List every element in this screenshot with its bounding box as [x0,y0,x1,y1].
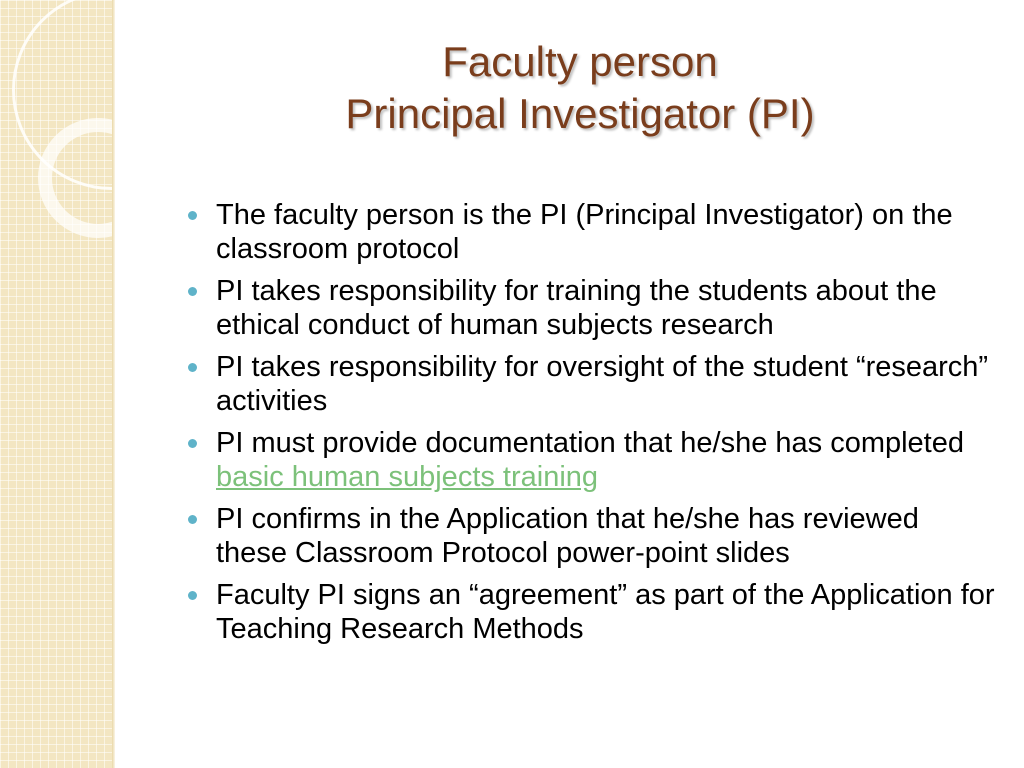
bullet-marker-icon [188,287,197,296]
bullet-item [186,502,996,570]
bullet-text: The faculty person is the PI (Principal Investigator) on the classroom protocol [216,199,953,265]
bullet-list [186,198,996,654]
title-line-2: Principal Investigator (PI) [345,90,815,137]
bullet-item [186,274,996,342]
bullet-text: PI takes responsibility for oversight of the student “research” activities [216,351,989,417]
bullet-text: Faculty PI signs an “agreement” as part of the Application for Teaching Research Methods [216,579,995,645]
bullet-item [186,350,996,418]
bullet-marker-icon [188,591,197,600]
bullet-marker-icon [188,211,197,220]
training-link[interactable]: basic human subjects training [216,461,599,493]
bullet-item [186,426,996,494]
title-line-1: Faculty person [442,38,718,85]
bullet-item [186,198,996,266]
side-strip-edge [112,0,115,768]
decorative-circles [0,0,115,768]
bullet-text: PI must provide documentation that he/she has completed [216,427,964,459]
bullet-marker-icon [188,515,197,524]
slide-title [180,36,980,140]
bullet-item [186,578,996,646]
bullet-marker-icon [188,363,197,372]
bullet-marker-icon [188,439,197,448]
bullet-text: PI takes responsibility for training the students about the ethical conduct of human subjects research [216,275,937,341]
bullet-text: PI confirms in the Application that he/she has reviewed these Classroom Protocol power-point slides [216,503,919,569]
